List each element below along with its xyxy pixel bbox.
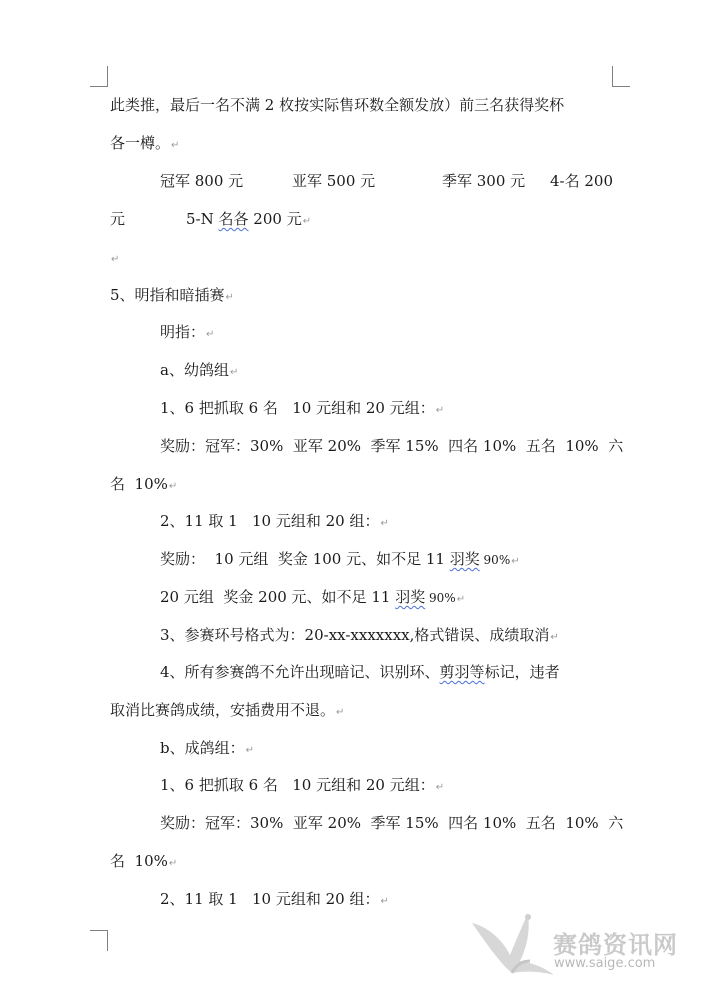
pigeon-logo-icon: [468, 905, 558, 980]
text-line: [160, 549, 520, 572]
text-run: 4、所有参赛鸽不允许出现暗记、识别环、: [160, 663, 440, 681]
watermark-name: 赛鸽资讯网: [553, 931, 678, 959]
prize-runner-up: 亚军 500 元: [292, 172, 376, 190]
text-run: a、幼鸽组: [160, 361, 229, 379]
text-line: [110, 133, 179, 156]
crop-mark-top-left: [90, 66, 108, 87]
crop-mark-bottom-left: [90, 930, 108, 951]
watermark-logo: [468, 905, 688, 980]
text-line: [160, 775, 444, 798]
text-line: [110, 95, 564, 115]
paragraph-mark-icon: ↵: [511, 556, 520, 567]
section-heading: [110, 285, 234, 308]
text-line: [110, 700, 344, 723]
text-line: [160, 813, 623, 833]
paragraph-mark-icon: ↵: [168, 858, 178, 869]
paragraph-mark-icon: ↵: [550, 632, 559, 643]
prize-third: 季军 300 元: [442, 172, 526, 190]
text-run: 名 10%: [110, 852, 168, 870]
text-run: 标记，违者: [484, 663, 560, 681]
text-run: 200 元: [248, 210, 302, 228]
text-run: 此类推，最后一名不满 2 枚按实际售环数全额发放）前三名获得奖杯: [110, 96, 565, 114]
spellcheck-word: 羽奖: [449, 550, 480, 568]
prize-rest: [186, 209, 311, 232]
paragraph-mark-icon: ↵: [206, 329, 215, 340]
paragraph-mark-icon: ↵: [225, 292, 234, 303]
text-line: [160, 587, 465, 610]
text-run: 2、11 取 1 10 元组和 20 组：: [160, 890, 380, 908]
text-run: 5-N: [186, 210, 219, 228]
paragraph-mark-icon: ↵: [171, 140, 180, 151]
text-line: [160, 322, 214, 345]
paragraph-mark-icon: ↵: [336, 707, 345, 718]
text-line: [110, 474, 177, 497]
text-run: 5、明指和暗插赛: [110, 286, 225, 304]
paragraph-mark-icon: ↵: [229, 367, 239, 378]
text-run: 元: [110, 210, 126, 228]
text-line: [160, 511, 389, 534]
text-run: 名 10%: [110, 475, 168, 493]
text-line: [160, 398, 444, 421]
text-run: 2、11 取 1 10 元组和 20 组：: [160, 512, 380, 530]
text-run: 1、6 把抓取 6 名 10 元组和 20 元组：: [160, 399, 435, 417]
spellcheck-word: 名各: [218, 210, 249, 228]
empty-paragraph: [110, 247, 119, 270]
text-run: 20 元组 奖金 200 元、如不足 11: [160, 588, 396, 606]
text-run: 1、6 把抓取 6 名 10 元组和 20 元组：: [160, 776, 435, 794]
paragraph-mark-icon: ↵: [245, 745, 254, 756]
paragraph-mark-icon: ↵: [168, 481, 178, 492]
text-line: [110, 851, 177, 874]
paragraph-mark-icon: ↵: [302, 216, 312, 227]
text-run: 奖励：冠军：30% 亚军 20% 季军 15% 四名 10% 五名 10% 六: [160, 814, 624, 832]
text-run: 90%: [479, 553, 511, 567]
paragraph-mark-icon: ↵: [435, 782, 445, 793]
text-line: [160, 662, 560, 682]
paragraph-mark-icon: ↵: [456, 594, 466, 605]
text-run: b、成鸽组：: [160, 739, 245, 757]
text-run: 各一樽。: [110, 134, 171, 152]
spellcheck-word: 剪羽等: [439, 663, 485, 681]
text-line: [160, 889, 389, 912]
subsection-heading: [160, 738, 254, 761]
prize-champion: 冠军 800 元: [160, 172, 244, 190]
text-line: [160, 625, 559, 648]
text-run: 90%: [425, 591, 456, 605]
paragraph-mark-icon: ↵: [380, 896, 389, 907]
subsection-heading: [160, 360, 238, 383]
text-run: 明指：: [160, 323, 206, 341]
text-run: 3、参赛环号格式为：20-xx-xxxxxxx,格式错误、成绩取消: [160, 626, 550, 644]
paragraph-mark-icon: ↵: [380, 518, 389, 529]
text-line: [160, 436, 623, 456]
spellcheck-word: 羽奖: [395, 588, 426, 606]
text-run: 取消比赛鸽成绩，安插费用不退。: [110, 701, 336, 719]
text-run: 奖励： 10 元组 奖金 100 元、如不足 11: [160, 550, 450, 568]
prize-fourth: 4-名 200: [550, 172, 614, 190]
paragraph-mark-icon: ↵: [435, 405, 445, 416]
watermark-url: www.saige.com: [554, 956, 656, 971]
paragraph-mark-icon: ↵: [111, 254, 120, 265]
crop-mark-top-right: [612, 66, 630, 87]
text-run: 奖励：冠军：30% 亚军 20% 季军 15% 四名 10% 五名 10% 六: [160, 437, 624, 455]
